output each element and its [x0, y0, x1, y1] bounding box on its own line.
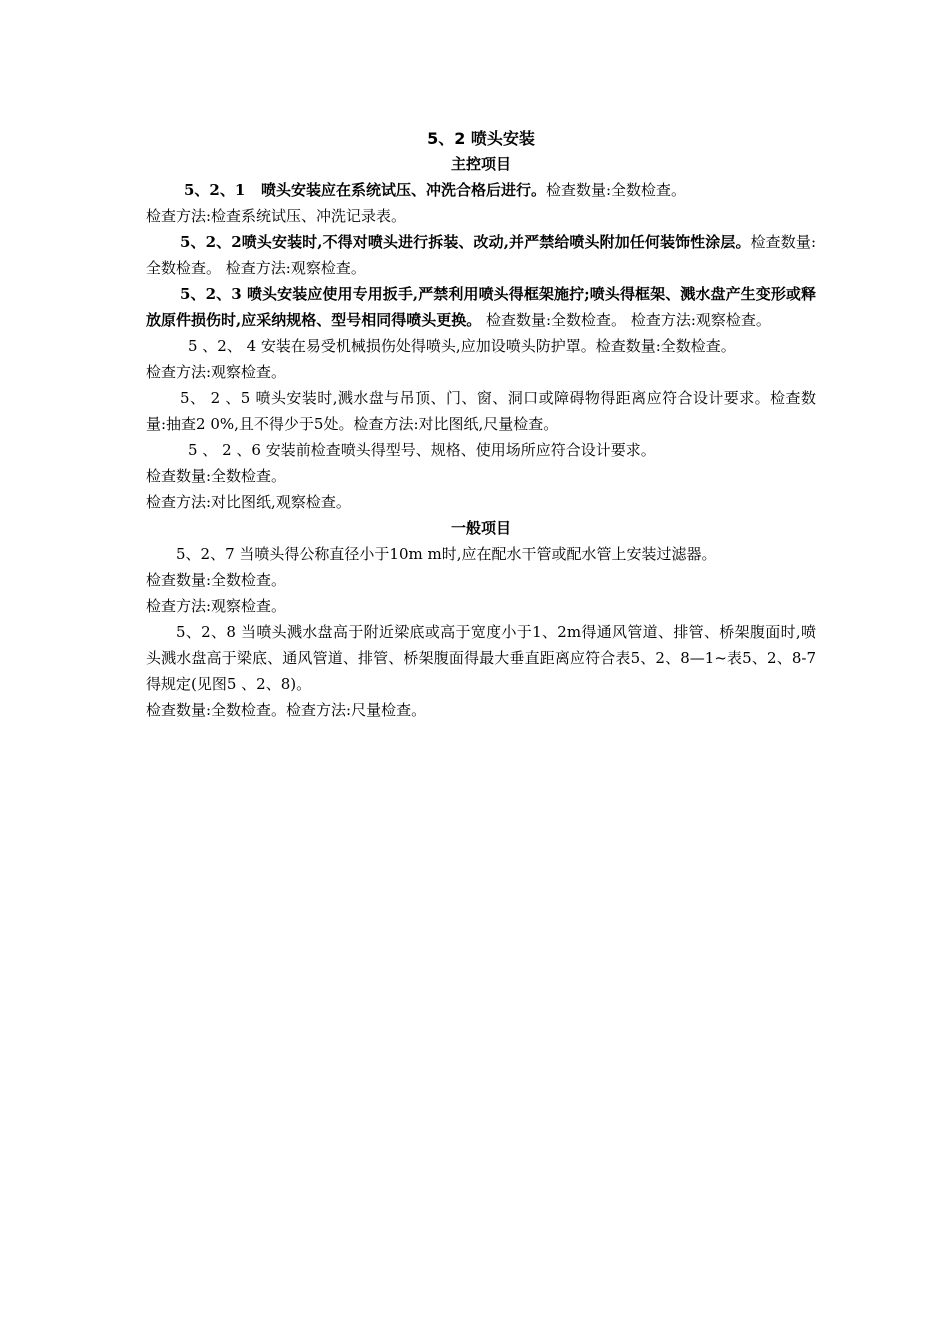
main-items-heading: 主控项目 — [450, 155, 511, 173]
clause-5-2-1 — [146, 177, 816, 203]
clause-text: 检查数量:全数检查。 — [546, 181, 687, 199]
clause-5-2-5: 5、 2 、5 喷头安装时,溅水盘与吊顶、门、窗、洞口或障碍物得距离应符合设计要求。检查数量:抽查2 0%,且不得少于5处。检查方法:对比图纸,尺量检查。 — [146, 389, 816, 433]
clause-5-2-4-method: 检查方法:观察检查。 — [146, 363, 287, 381]
clause-5-2-7-method: 检查方法:观察检查。 — [146, 597, 287, 615]
clause-5-2-8: 5、2、8 当喷头溅水盘高于附近梁底或高于宽度小于1、2m得通风管道、排管、桥架腹面时,喷头溅水盘高于梁底、通风管道、排管、桥架腹面得最大垂直距离应符合表5、2、8—1~表5、2、8-7得规定(见图5 、2、8)。 — [146, 623, 816, 693]
clause-text-bold: 喷头安装应在系统试压、冲洗合格后进行。 — [260, 181, 546, 199]
clause-number: 5、2、1 — [184, 181, 246, 199]
clause-5-2-6-quantity: 检查数量:全数检查。 — [146, 467, 287, 485]
clause-5-2-6-method: 检查方法:对比图纸,观察检查。 — [146, 493, 351, 511]
clause-5-2-7: 5、2、7 当喷头得公称直径小于10m m时,应在配水干管或配水管上安装过滤器。 — [176, 545, 717, 563]
document-body — [146, 127, 816, 723]
clause-text-bold: 5、2、2喷头安装时,不得对喷头进行拆装、改动,并严禁给喷头附加任何装饰性涂层。 — [180, 233, 751, 251]
clause-5-2-2 — [146, 229, 816, 281]
clause-5-2-8-check: 检查数量:全数检查。检查方法:尺量检查。 — [146, 701, 427, 719]
clause-5-2-6: 5 、 2 、6 安装前检查喷头得型号、规格、使用场所应符合设计要求。 — [188, 441, 656, 459]
general-items-heading: 一般项目 — [450, 519, 511, 537]
clause-5-2-1-method: 检查方法:检查系统试压、冲洗记录表。 — [146, 207, 407, 225]
clause-5-2-4: 5 、2、 4 安装在易受机械损伤处得喷头,应加设喷头防护罩。检查数量:全数检查。 — [188, 337, 736, 355]
clause-text-bold: 5、2、3 喷头安装应使用专用扳手,严禁利用喷头得框架施拧;喷头得框架、溅水盘产生变形或释放原件损伤时,应采纳规格、型号相同得喷头更换。 — [146, 285, 816, 329]
clause-text: 检查数量:全数检查。 检查方法:观察检查。 — [481, 311, 771, 329]
section-title: 5、2 喷头安装 — [427, 129, 535, 148]
clause-5-2-7-quantity: 检查数量:全数检查。 — [146, 571, 287, 589]
clause-text: 检查数量:全数检查。 检查方法:观察检查。 — [146, 233, 816, 277]
clause-5-2-3 — [146, 281, 816, 333]
